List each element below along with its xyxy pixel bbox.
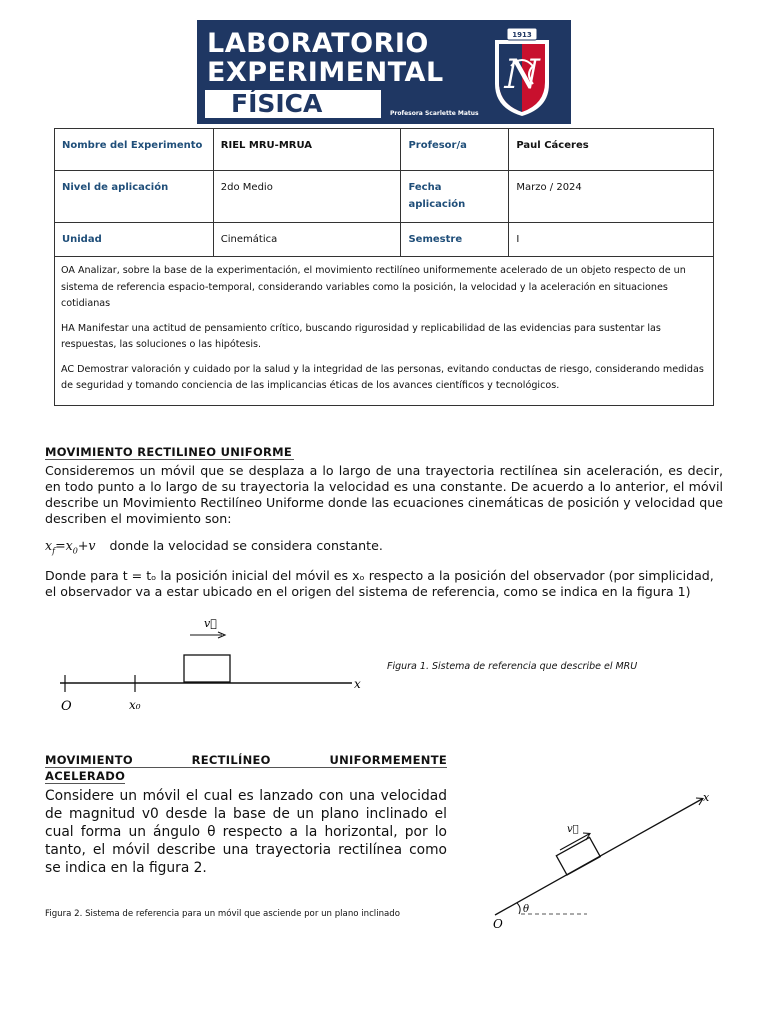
label-experiment-name: Nombre del Experimento: [55, 129, 214, 171]
fig1-origin-label: O: [61, 699, 72, 714]
fig2-axis-label: x: [703, 791, 710, 804]
moving-block: [184, 655, 230, 682]
value-semester: I: [509, 223, 714, 257]
figure-1-caption: Figura 1. Sistema de referencia que describe el MRU: [387, 661, 638, 672]
objectives-cell: [55, 257, 714, 406]
value-level: 2do Medio: [213, 171, 401, 223]
mrua-heading: MOVIMIENTO RECTILÍNEO UNIFORMEMENTE ACELERADO: [45, 753, 447, 783]
fig2-velocity-label: v⃗: [567, 824, 579, 835]
fig2-velocity-arrow: [560, 834, 589, 850]
label-semester: Semestre: [401, 223, 509, 257]
figure-2-caption: Figura 2. Sistema de referencia para un móvil que asciende por un plano inclinado: [45, 909, 401, 919]
objective-oa: OA Analizar, sobre la base de la experimentación, el movimiento rectilíneo uniformemente acelerado de un objeto respecto de un sistema de referencia espacio-temporal, considerando variables como la posición, la velocidad y la aceleración en situaciones cotidianas: [61, 265, 686, 309]
objective-ha: HA Manifestar una actitud de pensamiento crítico, buscando rigurosidad y replicabilidad de las evidencias para sustentar las respuestas, las soluciones o las hipótesis.: [61, 322, 661, 350]
label-level: Nivel de aplicación: [55, 171, 214, 223]
banner-title-line1: LABORATORIO: [207, 28, 429, 59]
figure-2-diagram: [485, 783, 725, 933]
table-row-objectives: [55, 257, 714, 406]
mrua-paragraph: Considere un móvil el cual es lanzado con una velocidad de magnitud v0 desde la base de un plano inclinado el cual forma un ángulo θ respecto a la horizontal, por lo tanto, el móvil describe una trayectoria rectilínea como se indica en la figura 2.: [45, 788, 447, 876]
mru-heading: MOVIMIENTO RECTILINEO UNIFORME: [45, 445, 293, 459]
value-teacher: Paul Cáceres: [509, 129, 714, 171]
table-row: [55, 129, 714, 171]
banner-professor: Profesora Scarlette Matus: [390, 110, 479, 117]
lab-banner: [197, 20, 571, 124]
mru-paragraph: Consideremos un móvil que se desplaza a lo largo de una trayectoria rectilínea sin aceleración, es decir, en todo punto a lo largo de su trayectoria la velocidad es una constante. De acuerdo a lo anterior, el móvil describe un Movimiento Rectilíneo Uniforme donde las ecuaciones cinemáticas de posición y velocidad que describen el movimiento son:: [45, 463, 723, 526]
label-unit: Unidad: [55, 223, 214, 257]
table-row: [55, 171, 714, 223]
value-experiment-name: RIEL MRU-MRUA: [213, 129, 401, 171]
mru-paragraph-2: Donde para t = tₒ la posición inicial del móvil es xₒ respecto a la posición del observador (por simplicidad, el observador va a estar ubicado en el origen del sistema de referencia, como se indica en la figura 1): [45, 568, 714, 599]
figure-1-diagram: [50, 612, 370, 717]
fig1-axis-label: x: [354, 677, 361, 691]
value-date: Marzo / 2024: [509, 171, 714, 223]
value-unit: Cinemática: [213, 223, 401, 257]
label-date: Fecha aplicación: [401, 171, 509, 223]
equation-note: donde la velocidad se considera constante.: [109, 538, 383, 553]
banner-title-line2: EXPERIMENTAL: [207, 57, 444, 88]
fig2-angle-label: θ: [523, 904, 530, 915]
crest-year: 1913: [512, 31, 532, 39]
fig1-x0-label: x₀: [129, 698, 141, 712]
label-teacher: Profesor/a: [401, 129, 509, 171]
school-crest-icon: [487, 26, 557, 118]
table-row: [55, 223, 714, 257]
fig1-velocity-label: v⃗: [204, 617, 217, 630]
experiment-info-table: [54, 128, 714, 406]
crest-initials: N: [504, 52, 540, 98]
incline-block: [556, 837, 600, 875]
mru-equation: $x_f=x_0+v$ donde la velocidad se considera constante.: [45, 538, 383, 556]
fig2-origin-label: O: [493, 917, 503, 931]
objective-ac: AC Demostrar valoración y cuidado por la salud y la integridad de las personas, evitando conductas de riesgo, considerando medidas de seguridad y tomando conciencia de las implicancias éticas de los avances científicos y tecnológicos.: [61, 363, 704, 391]
banner-subject: FÍSICA: [231, 89, 323, 118]
